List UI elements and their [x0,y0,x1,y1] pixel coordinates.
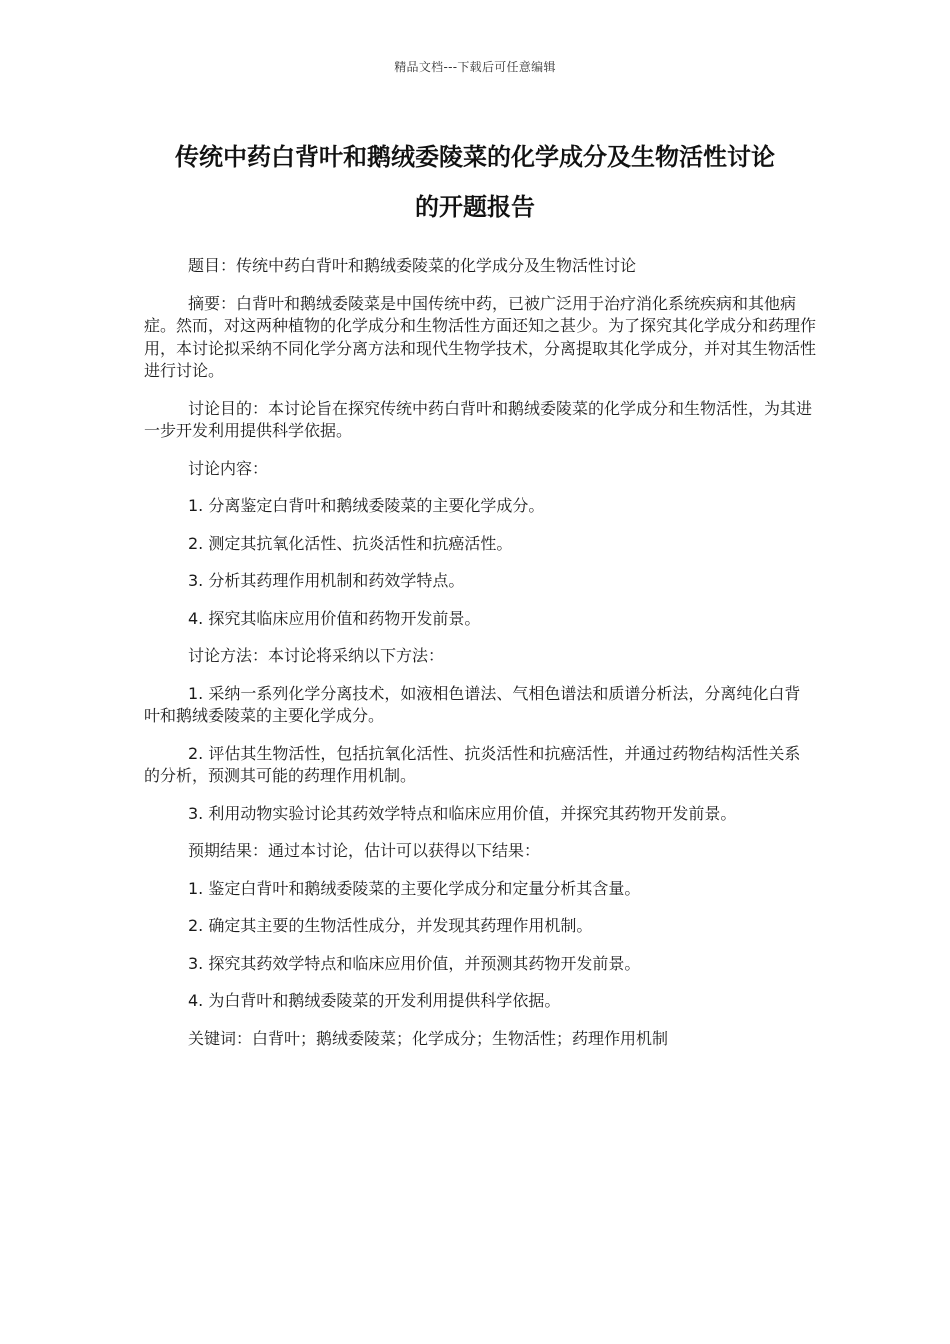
results-item-3: 3. 探究其药效学特点和临床应用价值，并预测其药物开发前景。 [188,953,641,973]
method-heading: 讨论方法：本讨论将采纳以下方法： [188,646,445,665]
content-heading: 讨论内容： [188,458,269,478]
results-item-2: 2. 确定其主要的生物活性成分，并发现其药理作用机制。 [188,916,593,935]
content-item-1: 1. 分离鉴定白背叶和鹅绒委陵菜的主要化学成分。 [188,496,545,515]
document-body [144,255,816,1065]
results-item-1: 1. 鉴定白背叶和鹅绒委陵菜的主要化学成分和定量分析其含量。 [188,878,641,898]
method-item-3: 3. 利用动物实验讨论其药效学特点和临床应用价值，并探究其药物开发前景。 [188,803,737,823]
method-item-1: 1. 采纳一系列化学分离技术，如液相色谱法、气相色谱法和质谱分析法，分离纯化白背叶和鹅绒委陵菜的主要化学成分。 [144,683,801,725]
method-item-2: 2. 评估其生物活性，包括抗氧化活性、抗炎活性和抗癌活性，并通过药物结构活性关系的分析，预测其可能的药理作用机制。 [144,743,801,785]
content-item-4: 4. 探究其临床应用价值和药物开发前景。 [188,608,481,628]
results-heading: 预期结果：通过本讨论，估计可以获得以下结果： [188,841,541,860]
document-title [110,132,840,232]
results-item-4: 4. 为白背叶和鹅绒委陵菜的开发利用提供科学依据。 [188,991,561,1010]
header-note: 精品文档---下载后可任意编辑 [394,60,556,74]
content-item-2: 2. 测定其抗氧化活性、抗炎活性和抗癌活性。 [188,533,513,553]
keywords-paragraph: 关键词：白背叶；鹅绒委陵菜；化学成分；生物活性；药理作用机制 [188,1028,669,1048]
title-line-2: 的开题报告 [415,193,535,221]
purpose-paragraph: 讨论目的：本讨论旨在探究传统中药白背叶和鹅绒委陵菜的化学成分和生物活性，为其进一步开发利用提供科学依据。 [144,398,813,440]
content-item-3: 3. 分析其药理作用机制和药效学特点。 [188,571,465,590]
abstract-paragraph: 摘要：白背叶和鹅绒委陵菜是中国传统中药，已被广泛用于治疗消化系统疾病和其他病症。然而，对这两种植物的化学成分和生物活性方面还知之甚少。为了探究其化学成分和药理作用，本讨论拟采纳不同化学分离方法和现代生物学技术，分离提取其化学成分，并对其生物活性进行讨论。 [144,293,817,380]
topic-paragraph: 题目：传统中药白背叶和鹅绒委陵菜的化学成分及生物活性讨论 [188,256,637,275]
title-line-1: 传统中药白背叶和鹅绒委陵菜的化学成分及生物活性讨论 [175,143,775,171]
